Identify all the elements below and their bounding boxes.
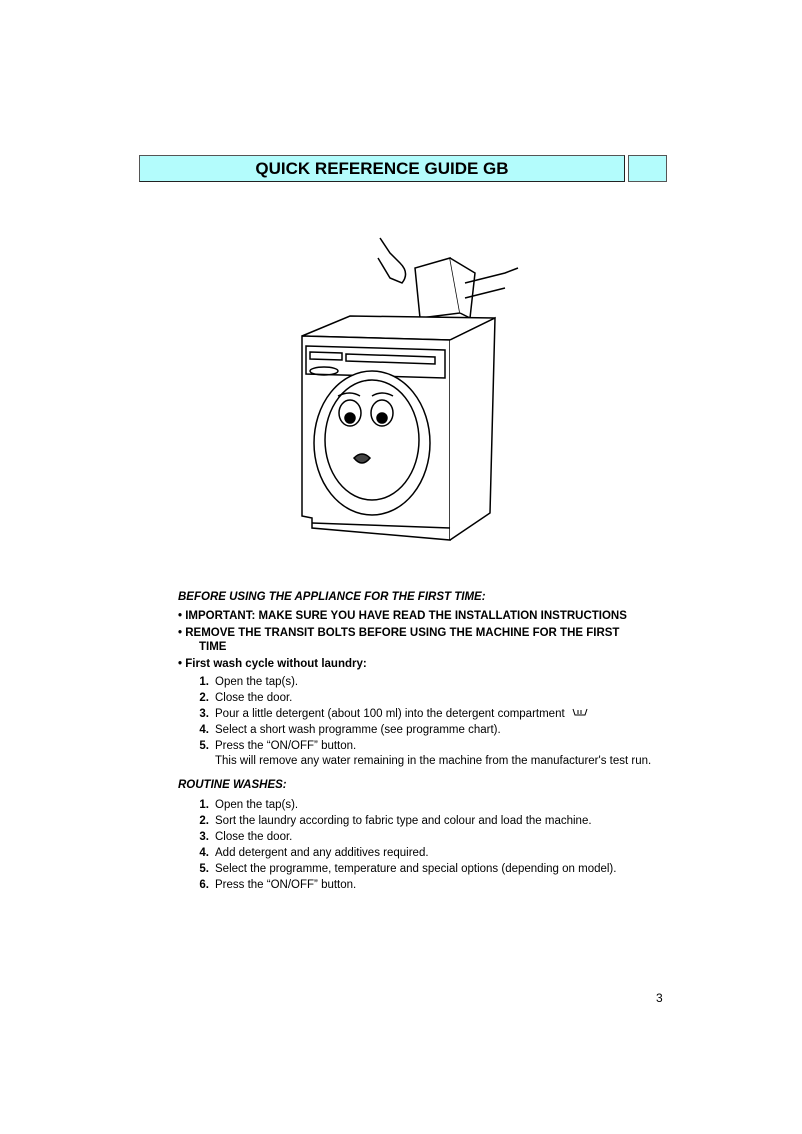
step-text: Close the door. bbox=[215, 692, 293, 704]
section-heading-first-time: BEFORE USING THE APPLIANCE FOR THE FIRST TIME: bbox=[178, 591, 486, 603]
page-title: QUICK REFERENCE GUIDE GB bbox=[139, 155, 625, 182]
step-number: 1. bbox=[199, 799, 209, 811]
list-item bbox=[178, 797, 678, 813]
bullet-first-wash: • First wash cycle without laundry: bbox=[178, 658, 367, 670]
list-item bbox=[178, 706, 678, 722]
detergent-compartment-icon bbox=[572, 707, 588, 717]
step-text: Close the door. bbox=[215, 831, 293, 843]
list-item bbox=[178, 845, 678, 861]
step-number: 4. bbox=[199, 847, 209, 859]
header-side-box bbox=[628, 155, 667, 182]
step-text: Press the “ON/OFF” button. bbox=[215, 879, 357, 891]
washing-machine-illustration bbox=[290, 228, 530, 548]
step-text: Press the “ON/OFF” button. bbox=[215, 740, 357, 752]
step-number: 5. bbox=[199, 863, 209, 875]
list-item bbox=[178, 722, 678, 738]
step-text: Select a short wash programme (see programme chart). bbox=[215, 724, 501, 736]
list-item bbox=[178, 738, 678, 754]
step-number: 4. bbox=[199, 724, 209, 736]
step-text: Open the tap(s). bbox=[215, 799, 299, 811]
step-number: 6. bbox=[199, 879, 209, 891]
list-item bbox=[178, 690, 678, 706]
list-item bbox=[178, 877, 678, 893]
routine-steps bbox=[178, 797, 678, 893]
list-item bbox=[178, 829, 678, 845]
step-number: 2. bbox=[199, 692, 209, 704]
step-number: 2. bbox=[199, 815, 209, 827]
step-text: Sort the laundry according to fabric type and colour and load the machine. bbox=[215, 815, 592, 827]
step-note: This will remove any water remaining in the machine from the manufacturer's test run. bbox=[215, 755, 652, 767]
bullet-text: • REMOVE THE TRANSIT BOLTS BEFORE USING THE MACHINE FOR THE FIRST bbox=[178, 627, 620, 639]
bullet-important: • IMPORTANT: MAKE SURE YOU HAVE READ THE INSTALLATION INSTRUCTIONS bbox=[178, 610, 627, 622]
step-text: Pour a little detergent (about 100 ml) into the detergent compartment bbox=[215, 708, 565, 720]
list-item bbox=[178, 813, 678, 829]
step-text: Open the tap(s). bbox=[215, 676, 299, 688]
bullet-transit-bolts bbox=[178, 626, 678, 654]
step-number: 3. bbox=[199, 708, 209, 720]
step-text: Select the programme, temperature and special options (depending on model). bbox=[215, 863, 617, 875]
instructions bbox=[178, 590, 678, 893]
step-number: 3. bbox=[199, 831, 209, 843]
list-item bbox=[178, 861, 678, 877]
list-item bbox=[178, 674, 678, 690]
page-number: 3 bbox=[656, 991, 663, 1005]
step-number: 5. bbox=[199, 740, 209, 752]
section-heading-routine: ROUTINE WASHES: bbox=[178, 779, 287, 791]
step-text: Add detergent and any additives required. bbox=[215, 847, 429, 859]
step-number: 1. bbox=[199, 676, 209, 688]
bullet-text-cont: TIME bbox=[199, 641, 227, 653]
first-wash-steps bbox=[178, 674, 678, 754]
